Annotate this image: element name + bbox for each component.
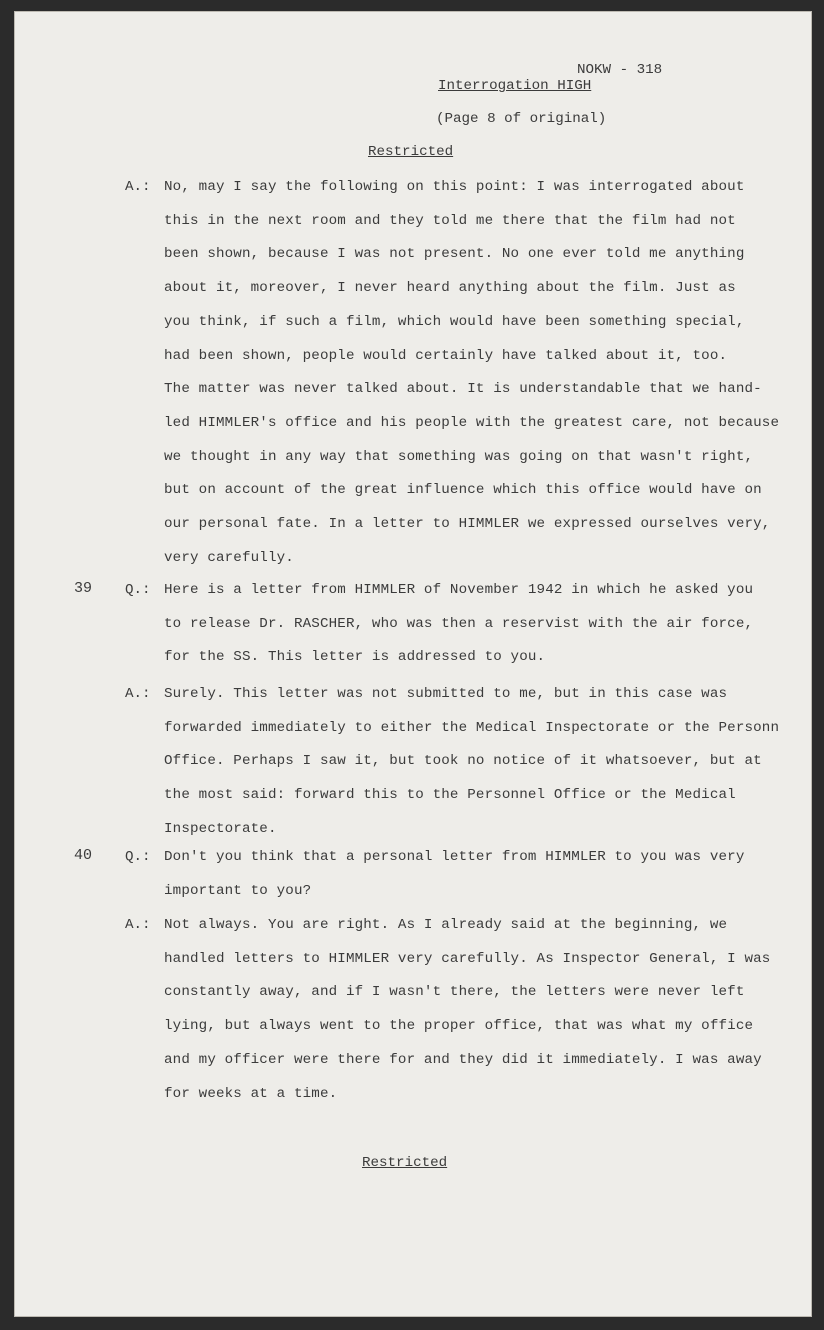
text-line: The matter was never talked about. It is understandable that we hand- xyxy=(164,381,762,398)
document-reference: NOKW - 318 xyxy=(577,62,663,78)
speaker-label: Q.: xyxy=(125,849,151,865)
text-line: we thought in any way that something was going on that wasn't right, xyxy=(164,448,754,465)
speaker-label: A.: xyxy=(125,179,151,195)
text-line: important to you? xyxy=(164,882,312,899)
text-line: handled letters to HIMMLER very carefully. As Inspector General, I was xyxy=(164,950,771,967)
text-line: Office. Perhaps I saw it, but took no notice of it whatsoever, but at xyxy=(164,753,762,770)
text-line: Not always. You are right. As I already said at the beginning, we xyxy=(164,917,728,933)
text-line: forwarded immediately to either the Medical Inspectorate or the Personn xyxy=(164,719,780,736)
text-line: for the SS. This letter is addressed to you. xyxy=(164,649,546,666)
text-line: had been shown, people would certainly have talked about it, too. xyxy=(164,347,728,364)
text-line: constantly away, and if I wasn't there, the letters were never left xyxy=(164,984,745,1001)
text-line: lying, but always went to the proper office, that was what my office xyxy=(164,1018,754,1035)
text-line: led HIMMLER's office and his people with the greatest care, not because xyxy=(164,414,780,431)
text-line: Surely. This letter was not submitted to me, but in this case was xyxy=(164,686,728,702)
text-line: our personal fate. In a letter to HIMMLER we expressed ourselves very, xyxy=(164,516,771,532)
document-page xyxy=(14,11,812,1317)
text-line: the most said: forward this to the Personnel Office or the Medical xyxy=(164,787,736,804)
text-line: to release Dr. RASCHER, who was then a reservist with the air force, xyxy=(164,615,754,632)
text-line: this in the next room and they told me there that the film had not xyxy=(164,212,736,229)
text-line: Don't you think that a personal letter from HIMMLER to you was very xyxy=(164,849,745,865)
text-line: No, may I say the following on this point: I was interrogated about xyxy=(164,179,745,195)
text-line: been shown, because I was not present. No one ever told me anything xyxy=(164,246,745,263)
classification-marking-bottom: Restricted xyxy=(362,1155,448,1171)
text-line: and my officer were there for and they did it immediately. I was away xyxy=(164,1051,762,1068)
text-line: Here is a letter from HIMMLER of November 1942 in which he asked you xyxy=(164,582,754,598)
question-number: 39 xyxy=(74,580,93,597)
classification-marking-top: Restricted xyxy=(368,144,454,160)
text-line: Inspectorate. xyxy=(164,820,277,837)
text-line: for weeks at a time. xyxy=(164,1085,338,1102)
text-line: but on account of the great influence which this office would have on xyxy=(164,482,762,499)
speaker-label: A.: xyxy=(125,917,151,933)
speaker-label: A.: xyxy=(125,686,151,702)
text-line: very carefully. xyxy=(164,549,294,566)
text-line: you think, if such a film, which would have been something special, xyxy=(164,313,745,330)
speaker-label: Q.: xyxy=(125,582,151,598)
question-number: 40 xyxy=(74,847,93,864)
document-title: Interrogation HIGH xyxy=(438,78,592,94)
page-indicator: (Page 8 of original) xyxy=(436,111,607,127)
text-line: about it, moreover, I never heard anything about the film. Just as xyxy=(164,280,736,297)
